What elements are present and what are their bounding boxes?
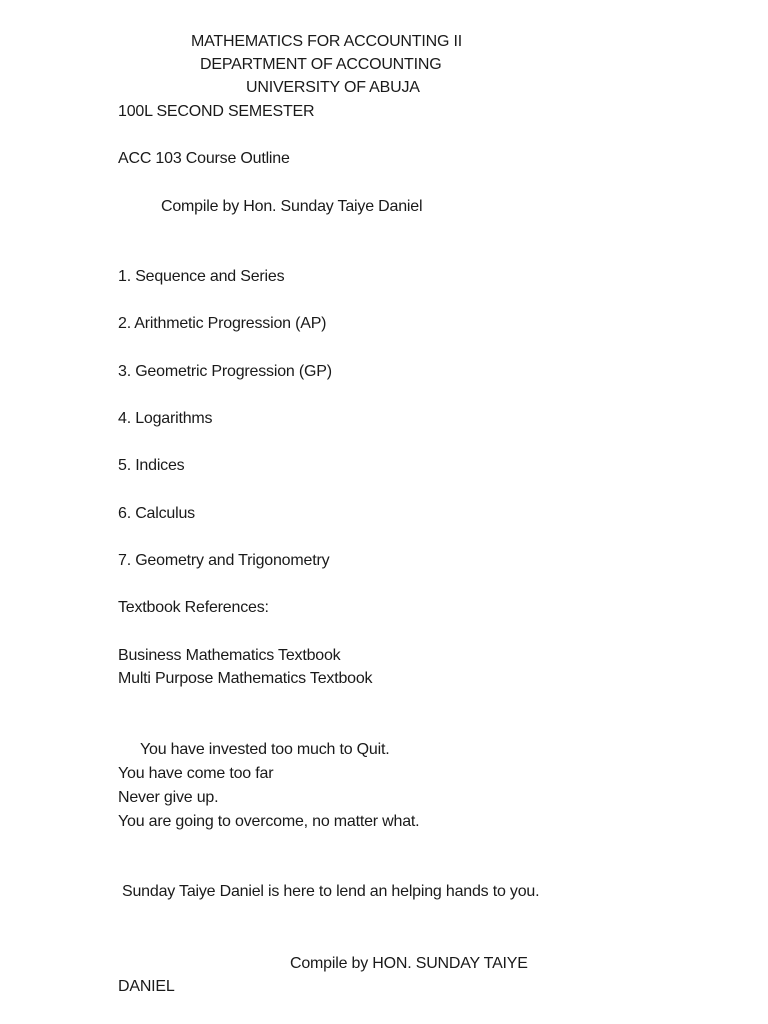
topic-item: 1. Sequence and Series xyxy=(118,268,285,285)
motivation-line: Never give up. xyxy=(118,789,219,806)
topic-item: 6. Calculus xyxy=(118,505,195,522)
reference-item: Multi Purpose Mathematics Textbook xyxy=(118,670,373,687)
course-title: MATHEMATICS FOR ACCOUNTING II xyxy=(191,33,462,50)
reference-item: Business Mathematics Textbook xyxy=(118,647,341,664)
topic-item: 5. Indices xyxy=(118,457,185,474)
department-name: DEPARTMENT OF ACCOUNTING xyxy=(200,56,442,73)
level-semester: 100L SECOND SEMESTER xyxy=(118,103,315,120)
topic-item: 2. Arithmetic Progression (AP) xyxy=(118,315,327,332)
closing-compiler-line1: Compile by HON. SUNDAY TAIYE xyxy=(290,955,528,972)
compiler-credit: Compile by Hon. Sunday Taiye Daniel xyxy=(161,198,423,215)
outline-title: ACC 103 Course Outline xyxy=(118,150,290,167)
topic-item: 4. Logarithms xyxy=(118,410,213,427)
topic-item: 7. Geometry and Trigonometry xyxy=(118,552,330,569)
references-heading: Textbook References: xyxy=(118,599,269,616)
university-name: UNIVERSITY OF ABUJA xyxy=(246,79,420,96)
closing-compiler-line2: DANIEL xyxy=(118,978,175,995)
motivation-line: You have come too far xyxy=(118,765,274,782)
motivation-line: You are going to overcome, no matter what. xyxy=(118,813,420,830)
helping-statement: Sunday Taiye Daniel is here to lend an helping hands to you. xyxy=(122,883,540,900)
motivation-line: You have invested too much to Quit. xyxy=(140,741,390,758)
topic-item: 3. Geometric Progression (GP) xyxy=(118,363,332,380)
